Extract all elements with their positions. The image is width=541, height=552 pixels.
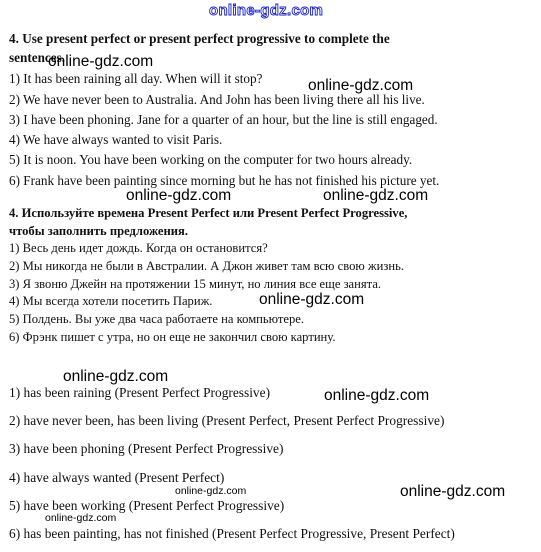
exercise-ru-item-1: 1) Весь день идет дождь. Когда он остановится? [9, 241, 268, 255]
exercise-en-item-1: 1) It has been raining all day. When will it stop? [9, 71, 263, 86]
exercise-en-item-5: 5) It is noon. You have been working on the computer for two hours already. [9, 152, 413, 167]
exercise-en-heading-line1: 4. Use present perfect or present perfect progressive to complete the [9, 31, 390, 46]
exercise-ru-item-4: 4) Мы всегда хотели посетить Париж. [9, 294, 213, 308]
exercise-ru-heading-line2: чтобы заполнить предложения. [9, 224, 188, 238]
watermark: online-gdz.com [63, 368, 169, 385]
watermark: online-gdz.com [400, 483, 506, 500]
watermark: online-gdz.com [126, 187, 232, 204]
answer-5: 5) have been working (Present Perfect Progressive) [9, 498, 285, 513]
exercise-en-item-4: 4) We have always wanted to visit Paris. [9, 132, 223, 147]
watermark: online-gdz.com [48, 53, 154, 70]
watermark: online-gdz.com [45, 512, 117, 524]
answer-6: 6) has been painting, has not finished (Present Perfect Progressive, Present Perfect) [9, 526, 455, 541]
exercise-ru-item-5: 5) Полдень. Вы уже два часа работаете на компьютере. [9, 312, 305, 326]
exercise-ru-item-3: 3) Я звоню Джейн на протяжении 15 минут, но линия все еще занята. [9, 277, 382, 291]
watermark: online-gdz.com [259, 291, 365, 308]
exercise-en-heading-line2: sentences. [9, 50, 66, 65]
exercise-en-item-2: 2) We have never been to Australia. And John has been living there all his live. [9, 92, 425, 107]
watermark: online-gdz.com [324, 387, 430, 404]
exercise-en-item-6: 6) Frank have been painting since morning but he has not finished his picture yet. [9, 173, 440, 188]
answer-4: 4) have always wanted (Present Perfect) [9, 470, 225, 485]
answer-1: 1) has been raining (Present Perfect Progressive) [9, 385, 271, 400]
exercise-ru-heading-line1: 4. Используйте времена Present Perfect или Present Perfect Progressive, [9, 206, 408, 220]
watermark: online-gdz.com [308, 77, 414, 94]
answer-3: 3) have been phoning (Present Perfect Progressive) [9, 441, 284, 456]
answer-2: 2) have never been, has been living (Present Perfect, Present Perfect Progressive) [9, 413, 445, 428]
exercise-ru-item-6: 6) Фрэнк пишет с утра, но он еще не закончил свою картину. [9, 330, 336, 344]
watermark: online-gdz.com [175, 485, 247, 497]
watermark-top: online-gdz.com [209, 2, 324, 19]
exercise-en-item-3: 3) I have been phoning. Jane for a quarter of an hour, but the line is still engaged. [9, 112, 438, 127]
watermark: online-gdz.com [323, 187, 429, 204]
exercise-ru-item-2: 2) Мы никогда не были в Австралии. А Джон живет там всю свою жизнь. [9, 259, 404, 273]
